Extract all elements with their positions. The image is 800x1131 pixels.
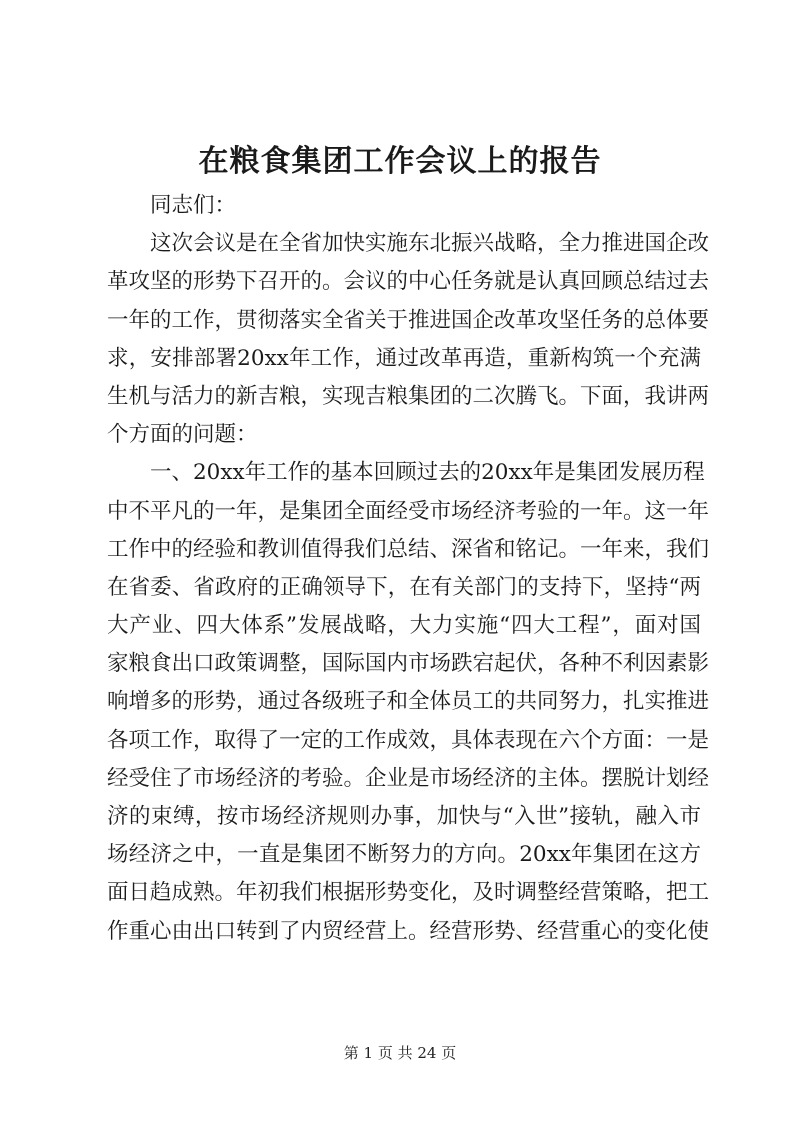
document-body bbox=[107, 187, 710, 951]
paragraph-line: 各项工作，取得了一定的工作成效，具体表现在六个方面：一是 bbox=[107, 727, 710, 753]
paragraph-line: 面日趋成熟。年初我们根据形势变化，及时调整经营策略，把工 bbox=[107, 880, 710, 906]
paragraph-line: 生机与活力的新吉粮，实现吉粮集团的二次腾飞。下面，我讲两 bbox=[107, 383, 710, 409]
salutation: 同志们： bbox=[150, 193, 237, 218]
paragraph-line: 中不平凡的一年，是集团全面经受市场经济考验的一年。这一年 bbox=[107, 498, 710, 524]
paragraph-line: 革攻坚的形势下召开的。会议的中心任务就是认真回顾总结过去 bbox=[107, 269, 710, 295]
paragraph-line: 在省委、省政府的正确领导下，在有关部门的支持下，坚持“两 bbox=[107, 574, 701, 600]
page-title: 在粮食集团工作会议上的报告 bbox=[198, 144, 602, 179]
paragraph-line: 大产业、四大体系”发展战略，大力实施“四大工程”，面对国 bbox=[107, 613, 701, 639]
paragraph-line: 作重心由出口转到了内贸经营上。经营形势、经营重心的变化使 bbox=[107, 918, 710, 944]
paragraph-line: 求，安排部署20xx年工作，通过改革再造，重新构筑一个充满 bbox=[107, 345, 701, 371]
paragraph-line: 工作中的经验和教训值得我们总结、深省和铭记。一年来，我们 bbox=[107, 536, 710, 562]
paragraph-line: 经受住了市场经济的考验。企业是市场经济的主体。摆脱计划经 bbox=[107, 765, 710, 791]
paragraph-line: 响增多的形势，通过各级班子和全体员工的共同努力，扎实推进 bbox=[107, 689, 710, 715]
paragraph-line: 济的束缚，按市场经济规则办事，加快与“入世”接轨，融入市 bbox=[107, 804, 701, 829]
paragraph-line: 家粮食出口政策调整，国际国内市场跌宕起伏，各种不利因素影 bbox=[107, 651, 710, 677]
paragraph-line: 个方面的问题： bbox=[107, 422, 258, 448]
paragraph-line: 一年的工作，贯彻落实全省关于推进国企改革攻坚任务的总体要 bbox=[107, 307, 710, 333]
paragraph-line: 场经济之中，一直是集团不断努力的方向。20xx年集团在这方 bbox=[107, 842, 701, 868]
paragraph-line: 这次会议是在全省加快实施东北振兴战略，全力推进国企改 bbox=[150, 231, 710, 257]
page-number-footer: 第 1 页 共 24 页 bbox=[343, 1044, 457, 1062]
paragraph-line: 一、20xx年工作的基本回顾过去的20xx年是集团发展历程 bbox=[150, 460, 705, 486]
